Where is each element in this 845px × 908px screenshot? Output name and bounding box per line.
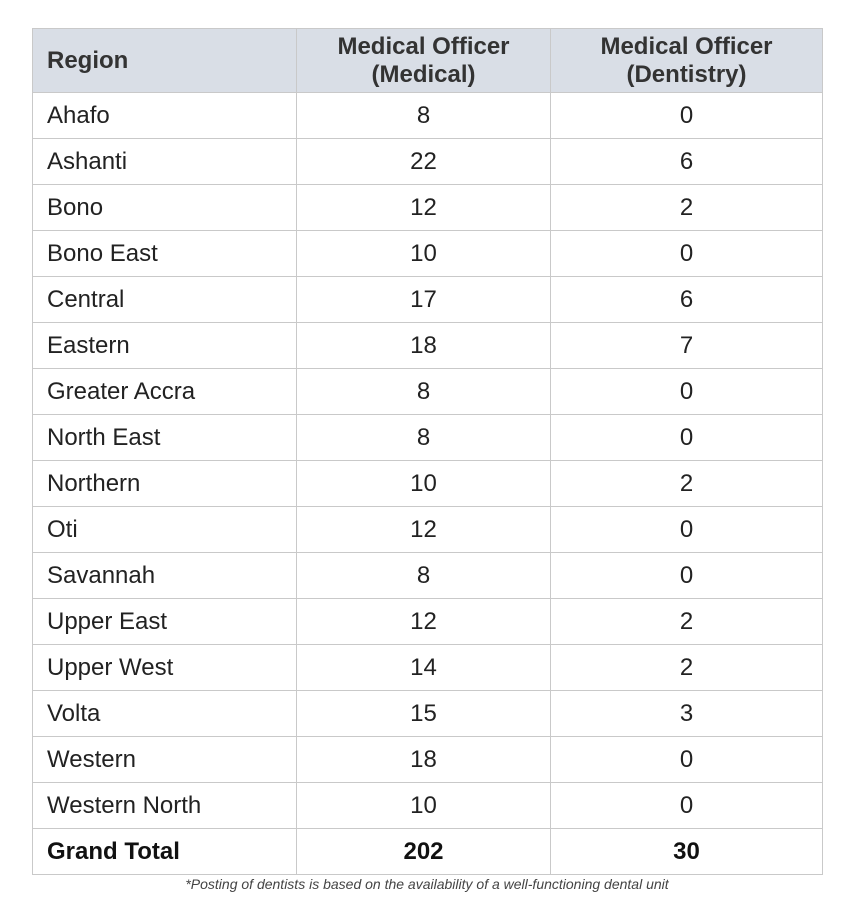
footnote: *Posting of dentists is based on the availability of a well-functioning dental unit: [185, 876, 669, 892]
region-cell: Western North: [33, 783, 297, 829]
medical-cell: 8: [297, 415, 551, 461]
dentistry-cell: 0: [551, 369, 823, 415]
table-row: [33, 783, 823, 829]
dentistry-column-header: [551, 29, 823, 93]
region-cell: Western: [33, 737, 297, 783]
grand-total-row: [33, 829, 823, 875]
medical-cell: 10: [297, 231, 551, 277]
table-header: [33, 29, 823, 93]
region-cell: Northern: [33, 461, 297, 507]
medical-cell: 15: [297, 691, 551, 737]
grand-total-medical: 202: [297, 829, 551, 875]
medical-cell: 12: [297, 599, 551, 645]
medical-column-header: [297, 29, 551, 93]
table-row: [33, 415, 823, 461]
medical-cell: 17: [297, 277, 551, 323]
postings-table-container: [32, 28, 822, 875]
region-cell: Upper West: [33, 645, 297, 691]
region-cell: North East: [33, 415, 297, 461]
table-row: [33, 507, 823, 553]
table-footer: [33, 829, 823, 875]
table-row: [33, 461, 823, 507]
table-row: [33, 737, 823, 783]
grand-total-label: Grand Total: [33, 829, 297, 875]
dentistry-cell: 7: [551, 323, 823, 369]
table-row: [33, 139, 823, 185]
dentistry-cell: 0: [551, 231, 823, 277]
region-cell: Volta: [33, 691, 297, 737]
medical-cell: 8: [297, 93, 551, 139]
region-cell: Ashanti: [33, 139, 297, 185]
table-row: [33, 93, 823, 139]
dentistry-cell: 0: [551, 415, 823, 461]
table-row: [33, 185, 823, 231]
region-cell: Eastern: [33, 323, 297, 369]
medical-cell: 8: [297, 369, 551, 415]
medical-cell: 12: [297, 185, 551, 231]
table-row: [33, 323, 823, 369]
dentistry-cell: 0: [551, 553, 823, 599]
medical-cell: 12: [297, 507, 551, 553]
region-cell: Ahafo: [33, 93, 297, 139]
dentistry-header-line2: (Dentistry): [626, 60, 747, 88]
dentistry-header-line1: Medical Officer: [600, 32, 773, 60]
dentistry-cell: 2: [551, 461, 823, 507]
grand-total-dentistry: 30: [551, 829, 823, 875]
table-body: [33, 93, 823, 829]
dentistry-cell: 0: [551, 783, 823, 829]
medical-cell: 8: [297, 553, 551, 599]
dentistry-cell: 2: [551, 599, 823, 645]
table-row: [33, 369, 823, 415]
region-cell: Savannah: [33, 553, 297, 599]
dentistry-cell: 6: [551, 139, 823, 185]
table-row: [33, 599, 823, 645]
header-row: [33, 29, 823, 93]
table-row: [33, 277, 823, 323]
table-row: [33, 645, 823, 691]
medical-header-line1: Medical Officer: [337, 32, 510, 60]
table-row: [33, 691, 823, 737]
region-cell: Oti: [33, 507, 297, 553]
medical-cell: 18: [297, 737, 551, 783]
dentistry-cell: 3: [551, 691, 823, 737]
medical-header-line2: (Medical): [371, 60, 476, 88]
region-cell: Greater Accra: [33, 369, 297, 415]
region-cell: Central: [33, 277, 297, 323]
dentistry-cell: 0: [551, 507, 823, 553]
dentistry-cell: 0: [551, 93, 823, 139]
medical-cell: 22: [297, 139, 551, 185]
medical-cell: 10: [297, 461, 551, 507]
region-column-header: Region: [33, 29, 297, 93]
dentistry-cell: 6: [551, 277, 823, 323]
table-row: [33, 231, 823, 277]
medical-cell: 18: [297, 323, 551, 369]
postings-table: [32, 28, 823, 875]
table-row: [33, 553, 823, 599]
dentistry-cell: 0: [551, 737, 823, 783]
dentistry-cell: 2: [551, 645, 823, 691]
medical-cell: 14: [297, 645, 551, 691]
region-cell: Upper East: [33, 599, 297, 645]
region-cell: Bono: [33, 185, 297, 231]
medical-cell: 10: [297, 783, 551, 829]
region-cell: Bono East: [33, 231, 297, 277]
dentistry-cell: 2: [551, 185, 823, 231]
